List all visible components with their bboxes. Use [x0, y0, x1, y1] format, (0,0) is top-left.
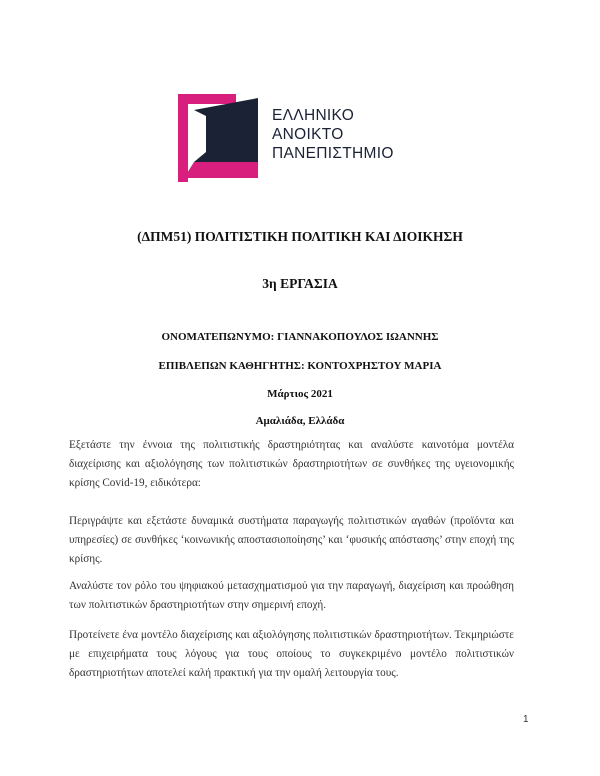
- body-paragraph: Εξετάστε την έννοια της πολιτιστικής δραστηριότητας και αναλύστε καινοτόμα μοντέλα διαχείρισης και αξιολόγησης των πολιτιστικών δραστηριοτήτων σε συνθήκες της υγειονομικής κρίσης Covid-19, ειδικότερα:: [69, 439, 514, 489]
- location: Αμαλιάδα, Ελλάδα: [255, 415, 345, 427]
- university-logo: [176, 92, 406, 182]
- logo-line-3: ΠΑΝΕΠΙΣΤΗΜΙΟ: [272, 145, 394, 162]
- logo-line-2: ΑΝΟΙΚΤΟ: [272, 126, 344, 143]
- logo-mark: [176, 92, 266, 182]
- submission-date: Μάρτιος 2021: [267, 388, 333, 400]
- student-name: ΟΝΟΜΑΤΕΠΩΝΥΜΟ: ΓΙΑΝΝΑΚΟΠΟΥΛΟΣ ΙΩΑΝΝΗΣ: [161, 331, 439, 343]
- logo-wordmark: [272, 106, 394, 163]
- supervisor-name: ΕΠΙΒΛΕΠΩΝ ΚΑΘΗΓΗΤΗΣ: ΚΟΝΤΟΧΡΗΣΤΟΥ ΜΑΡΙΑ: [158, 360, 442, 372]
- logo-line-1: ΕΛΛΗΝΙΚΟ: [272, 107, 355, 124]
- body-paragraph: Περιγράψτε και εξετάστε δυναμικά συστήματα παραγωγής πολιτιστικών αγαθών (προϊόντα και υπηρεσίες) σε συνθήκες ‘κοινωνικής αποστασιοποίησης’ και ‘φυσικής απόστασης’ στην εποχή της κρίσης.: [69, 515, 514, 565]
- page-number: 1: [523, 714, 529, 725]
- assignment-title: 3η ΕΡΓΑΣΙΑ: [262, 276, 338, 291]
- body-paragraph: Προτείνετε ένα μοντέλο διαχείρισης και αξιολόγησης πολιτιστικών δραστηριοτήτων. Τεκμηριώστε με επιχειρήματα τους λόγους για τους οποίους το συγκεκριμένο μοντέλο πολιτιστικών δραστηριοτήτων αποτελεί καλή πρακτική για την ομαλή λειτουργία τους.: [69, 629, 514, 679]
- course-title: (ΔΠΜ51) ΠΟΛΙΤΙΣΤΙΚΗ ΠΟΛΙΤΙΚΗ ΚΑΙ ΔΙΟΙΚΗΣΗ: [137, 229, 463, 244]
- body-paragraph: Αναλύστε τον ρόλο του ψηφιακού μετασχηματισμού για την παραγωγή, διαχείριση και προώθηση των πολιτιστικών δραστηριοτήτων στην σημερινή εποχή.: [69, 580, 514, 611]
